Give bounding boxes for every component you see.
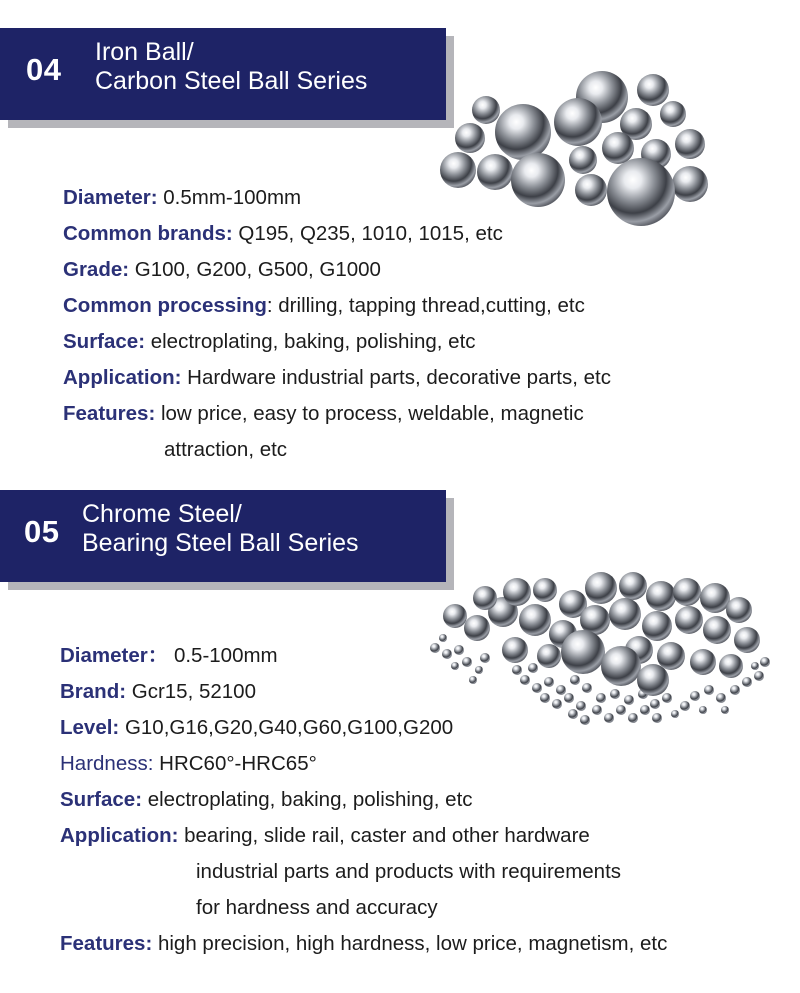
spec-value: HRC60°-HRC65° [153,752,317,775]
spec-brand [60,674,256,710]
spec-diameter [63,180,301,216]
spec-label: Application: [63,366,182,389]
spec-label: Application: [60,824,179,847]
spec-value: electroplating, baking, polishing, etc [142,788,473,811]
spec-value: 0.5-100mm [168,644,278,667]
chrome-balls-image [425,570,780,730]
spec-level [60,710,453,746]
spec-label: Common processing [63,294,267,317]
section-title-line2: Bearing Steel Ball Series [82,529,359,557]
spec-features [63,396,584,432]
spec-value: Gcr15, 52100 [126,680,256,703]
spec-label: Common brands: [63,222,233,245]
steel-ball-cluster [440,71,708,226]
section-05-banner [0,490,446,582]
spec-application-continued: industrial parts and products with requirements [196,860,622,883]
spec-label: Surface: [63,330,146,353]
section-title [95,38,367,96]
spec-common-brands [63,216,503,252]
spec-application-continued-2: for hardness and accuracy [196,896,438,919]
spec-surface [60,782,473,818]
spec-label: Diameter： [60,644,169,667]
spec-label: Diameter: [63,186,158,209]
spec-features [60,926,667,962]
spec-diameter [60,638,278,674]
spec-value: high precision, high hardness, low price, magnetism, etc [152,932,668,955]
section-number: 04 [26,52,62,87]
spec-value: Hardware industrial parts, decorative parts, etc [181,366,611,389]
spec-label: Hardness: [60,752,154,775]
section-title [82,500,359,558]
spec-label: Level: [60,716,120,739]
spec-label: Surface: [60,788,143,811]
spec-hardness [60,746,317,782]
spec-value: G10,G16,G20,G40,G60,G100,G200 [119,716,454,739]
spec-label: Features: [63,402,156,425]
spec-surface [63,324,476,360]
section-number: 05 [24,514,60,549]
section-04-banner [0,28,446,120]
spec-grade [63,252,381,288]
spec-value: G100, G200, G500, G1000 [129,258,381,281]
spec-value: Q195, Q235, 1010, 1015, etc [232,222,503,245]
section-title-line1: Chrome Steel/ [82,500,242,528]
steel-ball-scatter [430,572,770,725]
spec-application [63,360,611,396]
section-title-line2: Carbon Steel Ball Series [95,67,368,95]
iron-balls-image [428,62,728,232]
spec-label: Features: [60,932,153,955]
spec-features-continued: attraction, etc [164,438,288,461]
section-title-line1: Iron Ball/ [95,38,194,66]
spec-value: : drilling, tapping thread,cutting, etc [266,294,585,317]
spec-label: Grade: [63,258,130,281]
spec-label: Brand: [60,680,127,703]
spec-application [60,818,590,854]
spec-common-processing [63,288,585,324]
spec-value: 0.5mm-100mm [157,186,302,209]
spec-value: electroplating, baking, polishing, etc [145,330,476,353]
spec-value: low price, easy to process, weldable, magnetic [155,402,584,425]
spec-value: bearing, slide rail, caster and other hardware [178,824,590,847]
